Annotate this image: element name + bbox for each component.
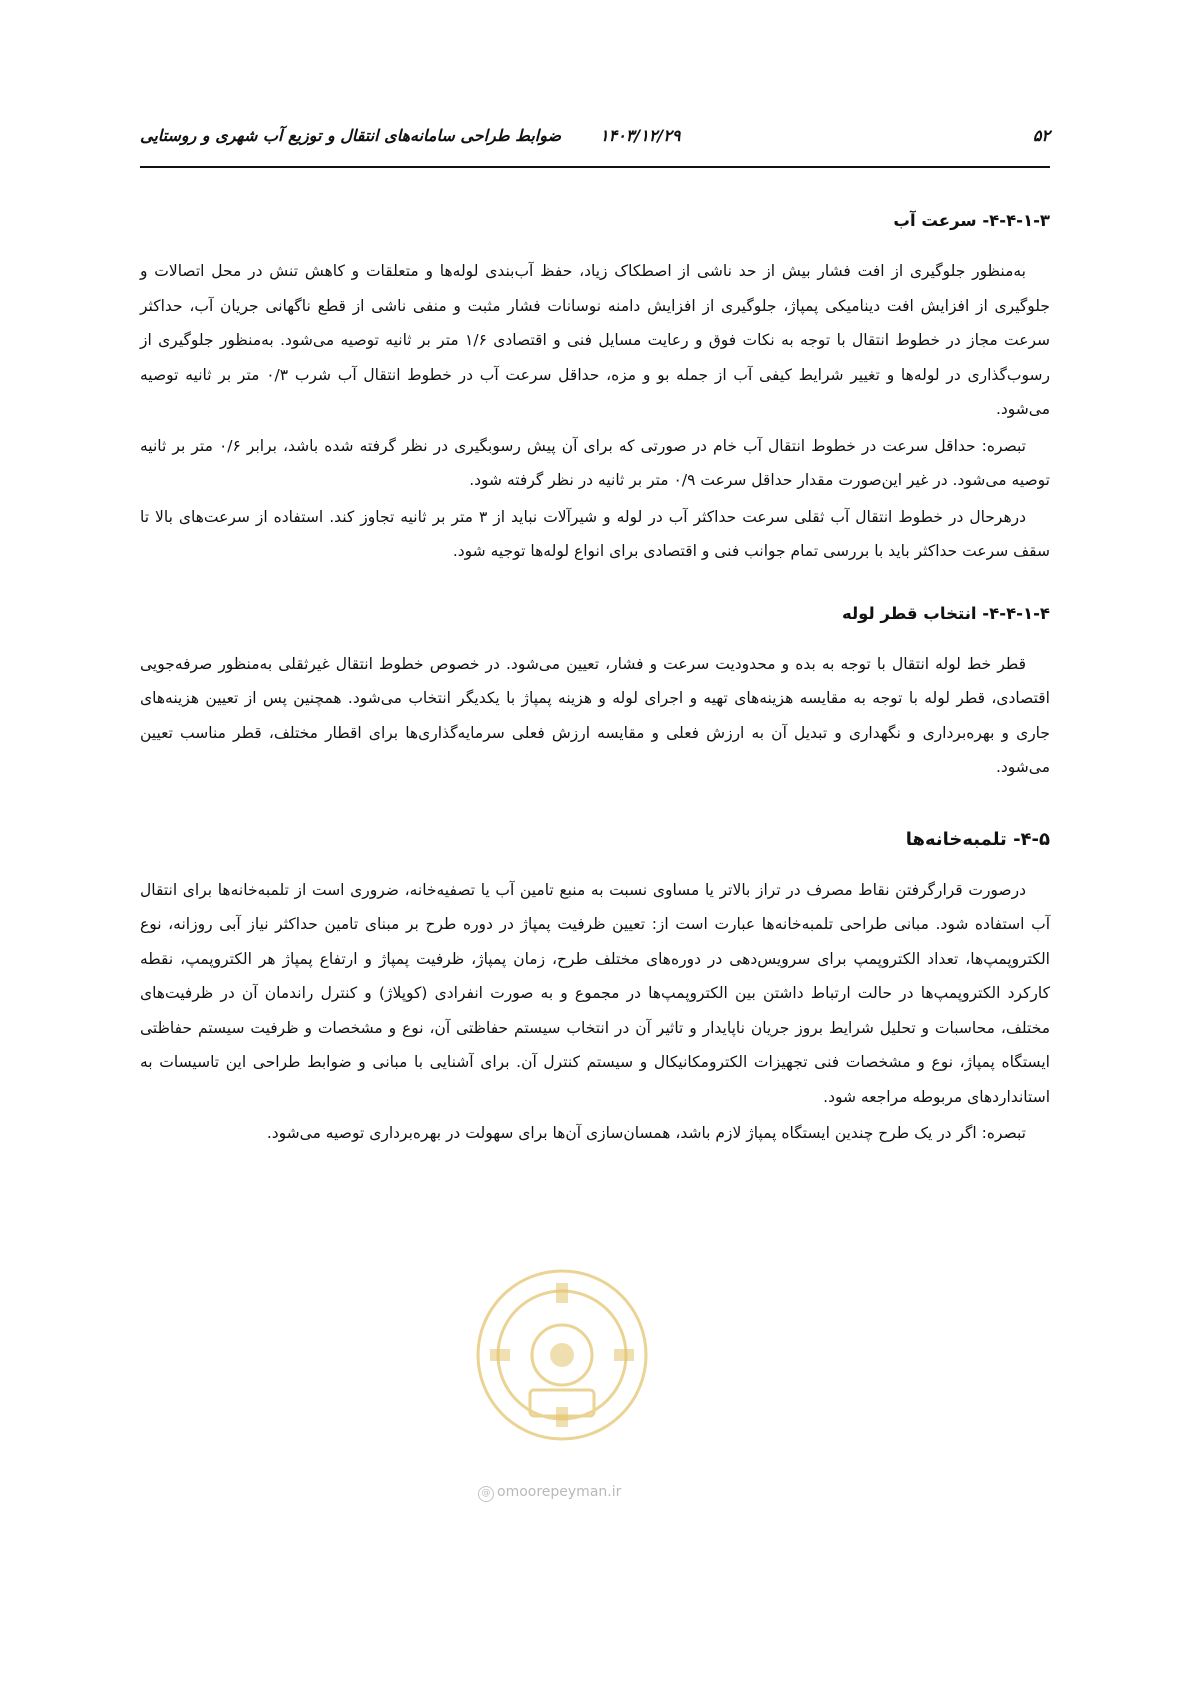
paragraph: تبصره: حداقل سرعت در خطوط انتقال آب خام در صورتی که برای آن پیش رسوبگیری در نظر گرفته شده باشد، برابر ۰/۶ متر بر ثانیه توصیه می‌شود. در غیر این‌صورت مقدار حداقل سرعت ۰/۹ متر بر ثانیه در نظر گرفته شود. [140, 436, 1050, 489]
section-heading: ۴-۴-۱-۳- سرعت آب [893, 211, 1050, 230]
page-content [140, 206, 1050, 1153]
paragraph: تبصره: اگر در یک طرح چندین ایستگاه پمپاژ لازم باشد، همسان‌سازی آن‌ها برای سهولت در بهره‌برداری توصیه می‌شود. [266, 1124, 1026, 1142]
section-pipe-diameter [140, 599, 1050, 785]
paragraph: به‌منظور جلوگیری از افت فشار بیش از حد ناشی از اصطکاک زیاد، حفظ آب‌بندی لوله‌ها و متعلقات و کاهش تنش در محل اتصالات و جلوگیری از افزایش افت دینامیکی پمپاژ، جلوگیری از افزایش دامنه نوسانات فشار مثبت و منفی ناشی از قطع ناگهانی جریان آب، حداکثر سرعت مجاز در خطوط انتقال با توجه به نکات فوق و رعایت مسایل فنی و اقتصادی ۱/۶ متر بر ثانیه توصیه می‌شود. به‌منظور جلوگیری از رسوب‌گذاری در لوله‌ها و تغییر شرایط کیفی آب از جمله بو و مزه، حداقل سرعت آب در خطوط انتقال آب شرب ۰/۳ متر بر ثانیه توصیه می‌شود. [140, 262, 1050, 418]
page-number: ۵۲ [1032, 126, 1050, 145]
watermark-seal-icon [472, 1265, 652, 1445]
at-sign-icon: @ [478, 1486, 494, 1502]
section-heading: ۴-۵- تلمبه‌خانه‌ها [905, 828, 1050, 850]
page-header [140, 126, 1050, 156]
header-date: ۱۴۰۳/۱۲/۲۹ [600, 126, 681, 145]
paragraph: درهرحال در خطوط انتقال آب ثقلی سرعت حداکثر آب در لوله و شیرآلات نباید از ۳ متر بر ثانیه تجاوز کند. استفاده از سرعت‌های بالا تا سقف سرعت حداکثر باید با بررسی تمام جوانب فنی و اقتصادی برای انواع لوله‌ها توجیه شود. [140, 507, 1050, 560]
header-title: ضوابط طراحی سامانه‌های انتقال و توزیع آب شهری و روستایی [140, 126, 562, 145]
watermark-url-text: omoorepeyman.ir [497, 1484, 622, 1500]
section-heading: ۴-۴-۱-۴- انتخاب قطر لوله [841, 603, 1050, 623]
header-rule [140, 166, 1050, 168]
section-water-velocity [140, 206, 1050, 569]
watermark-url [478, 1484, 621, 1502]
paragraph: قطر خط لوله انتقال با توجه به بده و محدودیت سرعت و فشار، تعیین می‌شود. در خصوص خطوط انتقال غیرثقلی به‌منظور صرفه‌جویی اقتصادی، قطر لوله با توجه به مقایسه هزینه‌های تهیه و اجرای لوله و هزینه پمپاژ با یکدیگر انتخاب می‌شود. همچنین پس از تعیین هزینه‌های جاری و بهره‌برداری و نگهداری و تبدیل آن به ارزش فعلی و مقایسه ارزش فعلی سرمایه‌گذاری‌ها برای اقطار مختلف، قطر مناسب تعیین می‌شود. [140, 654, 1050, 776]
paragraph: درصورت قرارگرفتن نقاط مصرف در تراز بالاتر یا مساوی نسبت به منبع تامین آب یا تصفیه‌خانه، ضروری است از تلمبه‌خانه‌ها برای انتقال آب استفاده شود. مبانی طراحی تلمبه‌خانه‌ها عبارت است از: تعیین ظرفیت پمپاژ در دوره طرح بر مبنای تامین حداکثر نیاز آبی روزانه، نوع الکتروپمپ‌ها، تعداد الکتروپمپ برای سرویس‌دهی در دوره‌های مختلف طرح، زمان پمپاژ، ظرفیت پمپاژ و ارتفاع پمپاژ هر الکتروپمپ، نقطه کارکرد الکتروپمپ‌ها در حالت ارتباط داشتن بین الکتروپمپ‌ها در مجموع و به صورت انفرادی (کوپلاژ) و کنترل راندمان آن در ظرفیت‌های مختلف، محاسبات و تحلیل شرایط بروز جریان ناپایدار و تاثیر آن در انتخاب سیستم حفاظتی آن، نوع و مشخصات و ظرفیت سیستم حفاظتی ایستگاه پمپاژ، نوع و مشخصات فنی تجهیزات الکترومکانیکال و سیستم کنترل آن. برای آشنایی با مبانی و ضوابط طراحی این تاسیسات به استانداردهای مربوطه مراجعه شود. [140, 880, 1050, 1106]
section-pump-stations [140, 825, 1050, 1151]
